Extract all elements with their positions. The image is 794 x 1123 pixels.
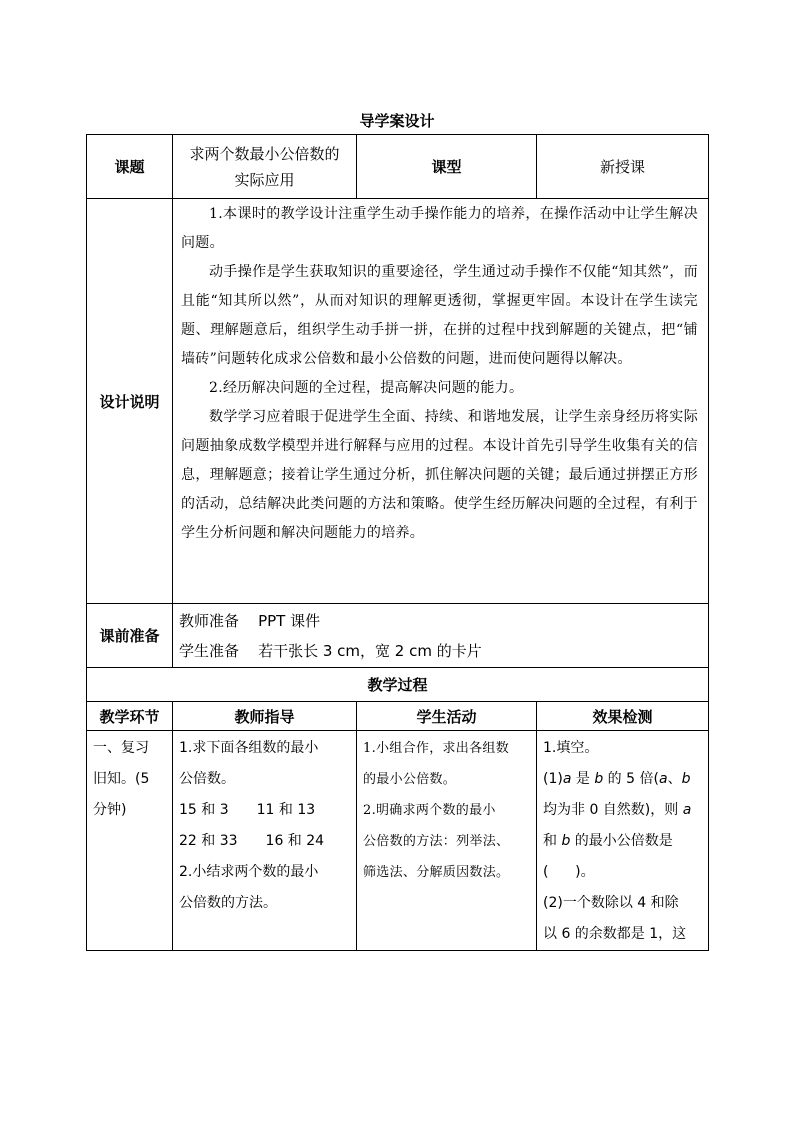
topic-line-1: 求两个数最小公倍数的 <box>189 144 340 163</box>
col-check-header: 效果检测 <box>537 702 709 731</box>
stage-cell <box>87 731 173 951</box>
student-line-4: 公倍数的方法：列举法、 <box>363 834 510 849</box>
stage-line-3: 分钟) <box>93 802 127 818</box>
prep-label: 课前准备 <box>87 604 173 668</box>
topic-label: 课题 <box>87 135 173 199</box>
type-value: 新授课 <box>537 135 709 199</box>
type-label: 课型 <box>357 135 537 199</box>
design-paragraph-4: 数学学习应着眼于促进学生全面、持续、和谐地发展，让学生亲身经历将实际问题抽象成数学模型并进行解释与应用的过程。本设计首先引导学生收集有关的信息，理解题意；接着让学生通过分析，抓住解决问题的关键；最后通过拼摆正方形的活动，总结解决此类问题的方法和策略。使学生经历解决问题的全过程，有利于学生分析问题和解决问题能力的培养。 <box>181 409 698 541</box>
student-cell <box>357 731 537 951</box>
process-header-row <box>87 702 709 731</box>
design-row <box>87 199 709 604</box>
check-line-4: 和 b 的最小公倍数是 <box>543 833 673 849</box>
col-teacher-header: 教师指导 <box>173 702 357 731</box>
teacher-line-5: 2.小结求两个数的最小 <box>179 864 319 880</box>
design-label: 设计说明 <box>87 199 173 604</box>
teacher-cell <box>173 731 357 951</box>
pair-22-33: 22 和 33 <box>179 833 238 849</box>
prep-row <box>87 604 709 668</box>
check-line-2: (1)a 是 b 的 5 倍(a、b <box>543 771 691 787</box>
check-line-6: (2)一个数除以 4 和除 <box>543 895 679 911</box>
teacher-line-2: 公倍数。 <box>179 771 235 787</box>
col-student-header: 学生活动 <box>357 702 537 731</box>
check-line-5: ( )。 <box>543 864 595 880</box>
teacher-line-6: 公倍数的方法。 <box>179 895 277 911</box>
prep-content <box>173 604 709 668</box>
topic-value <box>173 135 357 199</box>
col-stage-header: 教学环节 <box>87 702 173 731</box>
design-paragraph-1: 1.本课时的教学设计注重学生动手操作能力的培养，在操作活动中让学生解决问题。 <box>181 206 698 251</box>
prep-teacher-line: 教师准备 PPT 课件 <box>179 611 321 630</box>
student-line-1: 1.小组合作，求出各组数 <box>363 741 510 756</box>
student-line-5: 筛选法、分解质因数法。 <box>363 865 510 880</box>
pair-11-13: 11 和 13 <box>256 802 316 818</box>
design-content <box>173 199 709 604</box>
document-title: 导学案设计 <box>359 112 435 130</box>
stage-line-1: 一、复习 <box>93 740 149 756</box>
check-line-7: 以 6 的余数都是 1，这 <box>543 926 687 942</box>
teacher-pairs-2 <box>173 826 356 857</box>
design-paragraph-2: 动手操作是学生获取知识的重要途径，学生通过动手操作不仅能“知其然”，而且能“知其所以然”，从而对知识的理解更透彻，掌握更牢固。本设计在学生读完题、理解题意后，组织学生动手拼一拼，在拼的过程中找到解题的关键点，把“铺墙砖”问题转化成求公倍数和最小公倍数的问题，进而使问题得以解决。 <box>181 264 698 367</box>
design-paragraph-3: 2.经历解决问题的全过程，提高解决问题的能力。 <box>209 380 524 396</box>
process-row-1 <box>87 731 709 951</box>
header-row <box>87 135 709 199</box>
lesson-plan-table <box>86 134 709 951</box>
check-line-3: 均为非 0 自然数)，则 a <box>543 802 692 818</box>
teacher-line-1: 1.求下面各组数的最小 <box>179 740 319 756</box>
student-line-3: 2.明确求两个数的最小 <box>363 803 496 818</box>
topic-line-2: 实际应用 <box>234 170 295 189</box>
check-line-1: 1.填空。 <box>543 740 599 756</box>
process-title-row <box>87 668 709 702</box>
pair-16-24: 16 和 24 <box>265 833 325 849</box>
teacher-pairs-1 <box>173 795 356 826</box>
stage-line-2: 旧知。(5 <box>93 771 150 787</box>
process-title: 教学过程 <box>87 668 709 702</box>
student-line-2: 的最小公倍数。 <box>363 772 457 787</box>
check-cell <box>537 731 709 951</box>
pair-15-3: 15 和 3 <box>179 802 229 818</box>
prep-student-line: 学生准备 若干张长 3 cm，宽 2 cm 的卡片 <box>179 641 482 660</box>
